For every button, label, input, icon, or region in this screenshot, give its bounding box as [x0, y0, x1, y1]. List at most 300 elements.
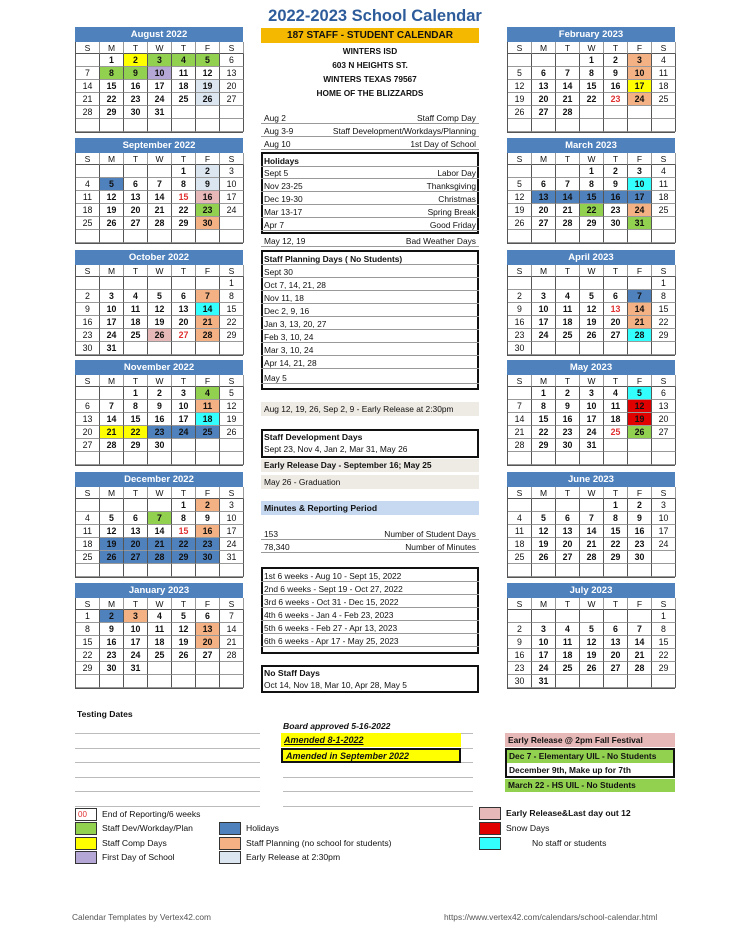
empty-cell: [148, 119, 172, 132]
day-cell: 16: [100, 636, 124, 649]
day-cell: 19: [100, 204, 124, 217]
empty-cell: [76, 499, 100, 512]
day-cell: 13: [604, 303, 628, 316]
day-cell: 26: [508, 217, 532, 230]
legend-label: Staff Comp Days: [102, 838, 167, 848]
holidays-title: [261, 155, 479, 167]
day-cell: 6: [124, 178, 148, 191]
planning-row-left: Oct 7, 14, 21, 28: [264, 280, 326, 290]
empty-cell: [508, 277, 532, 290]
weekday-label: M: [100, 265, 124, 277]
note-fall-festival: Early Release @ 2pm Fall Festival: [505, 733, 675, 747]
empty-cell: [532, 342, 556, 355]
early-release-note: Aug 12, 19, 26, Sep 2, 9 - Early Release at 2:30pm: [261, 402, 479, 416]
empty-cell: [76, 119, 100, 132]
period-row-left: 6th 6 weeks - Apr 17 - May 25, 2023: [264, 636, 399, 646]
testing-line: [75, 806, 260, 807]
day-cell: 24: [100, 329, 124, 342]
day-cell: 10: [124, 623, 148, 636]
testing-line: [283, 806, 473, 807]
student-days-label: Number of Student Days: [384, 529, 476, 539]
day-cell: 25: [172, 93, 196, 106]
day-cell: 25: [604, 426, 628, 439]
month-4: [75, 472, 243, 578]
day-cell: 24: [580, 426, 604, 439]
day-cell: 15: [652, 303, 676, 316]
empty-cell: [652, 675, 676, 688]
day-cell: 17: [628, 80, 652, 93]
empty-cell: [76, 165, 100, 178]
empty-cell: [172, 564, 196, 577]
day-cell: 24: [148, 93, 172, 106]
day-cell: 27: [604, 329, 628, 342]
weekday-label: S: [220, 375, 244, 387]
month-8: [507, 250, 675, 356]
month-title: December 2022: [75, 472, 243, 487]
day-cell: 3: [220, 499, 244, 512]
day-cell: 22: [124, 426, 148, 439]
day-cell: 16: [196, 191, 220, 204]
empty-cell: [100, 452, 124, 465]
day-cell: 22: [172, 204, 196, 217]
weekday-label: S: [220, 153, 244, 165]
day-cell: 28: [628, 329, 652, 342]
day-cell: 5: [628, 387, 652, 400]
weekday-label: T: [124, 153, 148, 165]
day-cell: 21: [100, 426, 124, 439]
legend-swatch: [479, 837, 501, 850]
day-cell: 21: [220, 636, 244, 649]
month-grid: [75, 487, 243, 578]
day-cell: 19: [196, 80, 220, 93]
weekday-label: T: [604, 42, 628, 54]
day-cell: 4: [196, 387, 220, 400]
month-title: October 2022: [75, 250, 243, 265]
empty-cell: [196, 277, 220, 290]
empty-cell: [196, 564, 220, 577]
empty-cell: [148, 499, 172, 512]
weekday-label: W: [148, 375, 172, 387]
empty-cell: [508, 499, 532, 512]
weekday-label: M: [100, 42, 124, 54]
day-cell: 4: [604, 387, 628, 400]
weekday-label: T: [124, 375, 148, 387]
empty-cell: [148, 230, 172, 243]
day-cell: 21: [628, 316, 652, 329]
day-cell: 13: [532, 80, 556, 93]
footer-credit[interactable]: Calendar Templates by Vertex42.com: [72, 912, 212, 922]
empty-cell: [76, 452, 100, 465]
weekday-label: S: [652, 598, 676, 610]
day-cell: 1: [532, 387, 556, 400]
day-cell: 17: [532, 316, 556, 329]
weekday-label: M: [532, 265, 556, 277]
empty-cell: [220, 675, 244, 688]
weekday-label: T: [556, 375, 580, 387]
weekday-label: T: [604, 375, 628, 387]
day-cell: 3: [124, 610, 148, 623]
day-cell: 29: [604, 551, 628, 564]
day-cell: 15: [580, 80, 604, 93]
day-cell: 25: [652, 93, 676, 106]
day-cell: 18: [604, 413, 628, 426]
day-cell: 9: [508, 303, 532, 316]
day-cell: 30: [196, 551, 220, 564]
day-cell: 28: [220, 649, 244, 662]
day-cell: 20: [220, 80, 244, 93]
day-cell: 2: [604, 165, 628, 178]
day-cell: 25: [652, 204, 676, 217]
day-cell: 22: [652, 316, 676, 329]
weekday-label: T: [604, 153, 628, 165]
day-cell: 1: [652, 610, 676, 623]
day-cell: 21: [628, 649, 652, 662]
empty-cell: [220, 119, 244, 132]
day-cell: 17: [124, 636, 148, 649]
day-cell: 30: [628, 551, 652, 564]
day-cell: 22: [580, 93, 604, 106]
day-cell: 9: [76, 303, 100, 316]
day-cell: 7: [148, 512, 172, 525]
day-cell: 9: [196, 512, 220, 525]
empty-cell: [220, 230, 244, 243]
empty-cell: [580, 230, 604, 243]
planning-row: [261, 372, 479, 384]
no-staff-dates: Oct 14, Nov 18, Mar 10, Apr 28, May 5: [264, 680, 407, 690]
key-date-row-left: Aug 2: [264, 113, 286, 123]
day-cell: 28: [508, 439, 532, 452]
testing-line: [283, 791, 473, 792]
weekday-label: S: [220, 487, 244, 499]
day-cell: 20: [604, 649, 628, 662]
day-cell: 18: [148, 636, 172, 649]
weekday-label: T: [604, 487, 628, 499]
planning-row: [261, 344, 479, 356]
empty-cell: [100, 564, 124, 577]
day-cell: 2: [148, 387, 172, 400]
day-cell: 9: [124, 67, 148, 80]
empty-cell: [124, 165, 148, 178]
day-cell: 13: [532, 191, 556, 204]
day-cell: 14: [556, 80, 580, 93]
empty-cell: [124, 277, 148, 290]
day-cell: 23: [604, 204, 628, 217]
planning-row-left: Sept 30: [264, 267, 293, 277]
day-cell: 26: [220, 426, 244, 439]
footer-url[interactable]: https://www.vertex42.com/calendars/school-calendar.html: [444, 912, 658, 922]
weekday-label: T: [172, 598, 196, 610]
day-cell: 22: [76, 649, 100, 662]
month-grid: [75, 265, 243, 356]
day-cell: 16: [148, 413, 172, 426]
day-cell: 19: [580, 649, 604, 662]
day-cell: 27: [220, 93, 244, 106]
day-cell: 14: [556, 191, 580, 204]
day-cell: 25: [196, 426, 220, 439]
student-days-row: [261, 528, 479, 540]
empty-cell: [124, 230, 148, 243]
day-cell: 13: [220, 67, 244, 80]
period-row: [261, 596, 479, 608]
day-cell: 2: [124, 54, 148, 67]
day-cell: 3: [628, 165, 652, 178]
month-title: May 2023: [507, 360, 675, 375]
day-cell: 8: [580, 178, 604, 191]
month-grid: [75, 598, 243, 689]
school-address: 603 N HEIGHTS ST.: [332, 60, 408, 70]
legend-swatch: [479, 822, 501, 835]
day-cell: 29: [580, 217, 604, 230]
day-cell: 23: [604, 93, 628, 106]
day-cell: 7: [220, 610, 244, 623]
empty-cell: [172, 342, 196, 355]
empty-cell: [100, 277, 124, 290]
planning-row-left: Dec 2, 9, 16: [264, 306, 310, 316]
day-cell: 30: [196, 217, 220, 230]
weekday-label: F: [628, 487, 652, 499]
day-cell: 31: [148, 106, 172, 119]
weekday-label: F: [196, 487, 220, 499]
day-cell: 19: [220, 413, 244, 426]
day-cell: 10: [628, 178, 652, 191]
day-cell: 16: [556, 413, 580, 426]
key-date-row-right: 1st Day of School: [410, 139, 476, 149]
day-cell: 17: [220, 191, 244, 204]
day-cell: 11: [76, 191, 100, 204]
empty-cell: [628, 342, 652, 355]
planning-row-left: Jan 3, 13, 20, 27: [264, 319, 327, 329]
day-cell: 15: [532, 413, 556, 426]
day-cell: 10: [100, 303, 124, 316]
day-cell: 4: [652, 54, 676, 67]
day-cell: 27: [604, 662, 628, 675]
empty-cell: [508, 230, 532, 243]
empty-cell: [652, 106, 676, 119]
calendar-banner: 187 STAFF - STUDENT CALENDAR: [261, 28, 479, 43]
weekday-label: S: [76, 265, 100, 277]
empty-cell: [220, 106, 244, 119]
day-cell: 1: [124, 387, 148, 400]
weekday-label: T: [556, 487, 580, 499]
empty-cell: [580, 452, 604, 465]
day-cell: 26: [532, 551, 556, 564]
day-cell: 8: [220, 290, 244, 303]
holidays-title-left: Holidays: [264, 156, 299, 166]
day-cell: 13: [652, 400, 676, 413]
day-cell: 11: [76, 525, 100, 538]
testing-line: [283, 777, 473, 778]
bad-weather-row: [261, 235, 479, 247]
empty-cell: [508, 452, 532, 465]
empty-cell: [76, 387, 100, 400]
amended-1: Amended 8-1-2022: [281, 733, 461, 747]
day-cell: 6: [124, 512, 148, 525]
day-cell: 29: [100, 106, 124, 119]
day-cell: 25: [76, 217, 100, 230]
weekday-label: S: [76, 153, 100, 165]
empty-cell: [580, 277, 604, 290]
empty-cell: [556, 277, 580, 290]
weekday-label: M: [532, 487, 556, 499]
weekday-label: F: [628, 153, 652, 165]
month-title: June 2023: [507, 472, 675, 487]
day-cell: 11: [124, 303, 148, 316]
day-cell: 29: [76, 662, 100, 675]
weekday-label: S: [508, 487, 532, 499]
testing-dates-title: Testing Dates: [77, 709, 133, 719]
day-cell: 8: [172, 512, 196, 525]
day-cell: 19: [580, 316, 604, 329]
day-cell: 11: [556, 303, 580, 316]
empty-cell: [580, 610, 604, 623]
weekday-label: W: [580, 265, 604, 277]
key-date-row-left: Aug 3-9: [264, 126, 294, 136]
day-cell: 18: [556, 316, 580, 329]
day-cell: 13: [124, 525, 148, 538]
month-title: November 2022: [75, 360, 243, 375]
minutes-value: 78,340: [264, 542, 290, 552]
empty-cell: [172, 675, 196, 688]
weekday-label: T: [172, 265, 196, 277]
empty-cell: [652, 564, 676, 577]
holiday-row-left: Mar 13-17: [264, 207, 303, 217]
day-cell: 22: [532, 426, 556, 439]
day-cell: 17: [148, 80, 172, 93]
legend-swatch: [75, 851, 97, 864]
weekday-label: W: [580, 375, 604, 387]
holiday-row-right: Christmas: [438, 194, 476, 204]
empty-cell: [532, 54, 556, 67]
day-cell: 16: [508, 316, 532, 329]
weekday-label: W: [148, 265, 172, 277]
empty-cell: [628, 452, 652, 465]
day-cell: 24: [652, 538, 676, 551]
day-cell: 24: [172, 426, 196, 439]
weekday-label: T: [124, 42, 148, 54]
empty-cell: [604, 610, 628, 623]
day-cell: 1: [220, 277, 244, 290]
day-cell: 29: [652, 329, 676, 342]
day-cell: 12: [100, 525, 124, 538]
day-cell: 17: [172, 413, 196, 426]
day-cell: 12: [532, 525, 556, 538]
empty-cell: [604, 564, 628, 577]
day-cell: 9: [556, 400, 580, 413]
bad-weather-label: Bad Weather Days: [405, 236, 476, 246]
day-cell: 23: [124, 93, 148, 106]
day-cell: 21: [196, 316, 220, 329]
empty-cell: [124, 564, 148, 577]
day-cell: 22: [604, 538, 628, 551]
period-row-left: 4th 6 weeks - Jan 4 - Feb 23, 2023: [264, 610, 394, 620]
empty-cell: [532, 277, 556, 290]
empty-cell: [628, 610, 652, 623]
legend-label: Early Release&Last day out 12: [506, 808, 631, 818]
empty-cell: [652, 551, 676, 564]
graduation: May 26 - Graduation: [261, 475, 479, 489]
empty-cell: [124, 499, 148, 512]
empty-cell: [148, 452, 172, 465]
month-1: [75, 138, 243, 244]
empty-cell: [100, 119, 124, 132]
legend-swatch: [479, 807, 501, 820]
empty-cell: [652, 342, 676, 355]
weekday-label: F: [628, 375, 652, 387]
holiday-row: [261, 193, 479, 205]
legend-label: Early Release at 2:30pm: [246, 852, 341, 862]
day-cell: 16: [124, 80, 148, 93]
legend-label: End of Reporting/6 weeks: [102, 809, 201, 819]
day-cell: 5: [172, 610, 196, 623]
day-cell: 1: [100, 54, 124, 67]
key-date-row-right: Staff Development/Workdays/Planning: [332, 126, 476, 136]
no-staff-title: No Staff Days: [264, 668, 320, 678]
day-cell: 23: [100, 649, 124, 662]
day-cell: 9: [100, 623, 124, 636]
empty-cell: [556, 230, 580, 243]
holiday-row: [261, 180, 479, 192]
legend-label: Holidays: [246, 823, 279, 833]
day-cell: 23: [76, 329, 100, 342]
day-cell: 23: [556, 426, 580, 439]
weekday-label: S: [508, 598, 532, 610]
weekday-label: S: [652, 375, 676, 387]
holiday-row-left: Apr 7: [264, 220, 285, 230]
day-cell: 12: [580, 303, 604, 316]
weekday-label: T: [124, 598, 148, 610]
day-cell: 30: [604, 217, 628, 230]
day-cell: 28: [100, 439, 124, 452]
day-cell: 27: [556, 551, 580, 564]
day-cell: 31: [580, 439, 604, 452]
weekday-label: F: [628, 42, 652, 54]
empty-cell: [532, 230, 556, 243]
holiday-row-left: Dec 19-30: [264, 194, 303, 204]
planning-row: [261, 292, 479, 304]
day-cell: 5: [100, 178, 124, 191]
empty-cell: [604, 452, 628, 465]
weekday-label: S: [220, 598, 244, 610]
day-cell: 15: [220, 303, 244, 316]
empty-cell: [172, 662, 196, 675]
empty-cell: [76, 675, 100, 688]
holiday-row: [261, 219, 479, 231]
empty-cell: [220, 662, 244, 675]
day-cell: 5: [508, 67, 532, 80]
day-cell: 26: [172, 649, 196, 662]
day-cell: 11: [652, 178, 676, 191]
month-0: [75, 27, 243, 133]
empty-cell: [628, 675, 652, 688]
month-title: March 2023: [507, 138, 675, 153]
empty-cell: [628, 230, 652, 243]
day-cell: 20: [172, 316, 196, 329]
weekday-label: W: [148, 487, 172, 499]
school-name: WINTERS ISD: [342, 46, 398, 56]
day-cell: 1: [580, 54, 604, 67]
month-title: February 2023: [507, 27, 675, 42]
day-cell: 18: [652, 191, 676, 204]
day-cell: 6: [172, 290, 196, 303]
weekday-label: W: [148, 153, 172, 165]
planning-row-left: Feb 3, 10, 24: [264, 332, 314, 342]
day-cell: 11: [556, 636, 580, 649]
empty-cell: [148, 342, 172, 355]
day-cell: 3: [220, 165, 244, 178]
empty-cell: [220, 217, 244, 230]
day-cell: 30: [124, 106, 148, 119]
day-cell: 2: [196, 165, 220, 178]
